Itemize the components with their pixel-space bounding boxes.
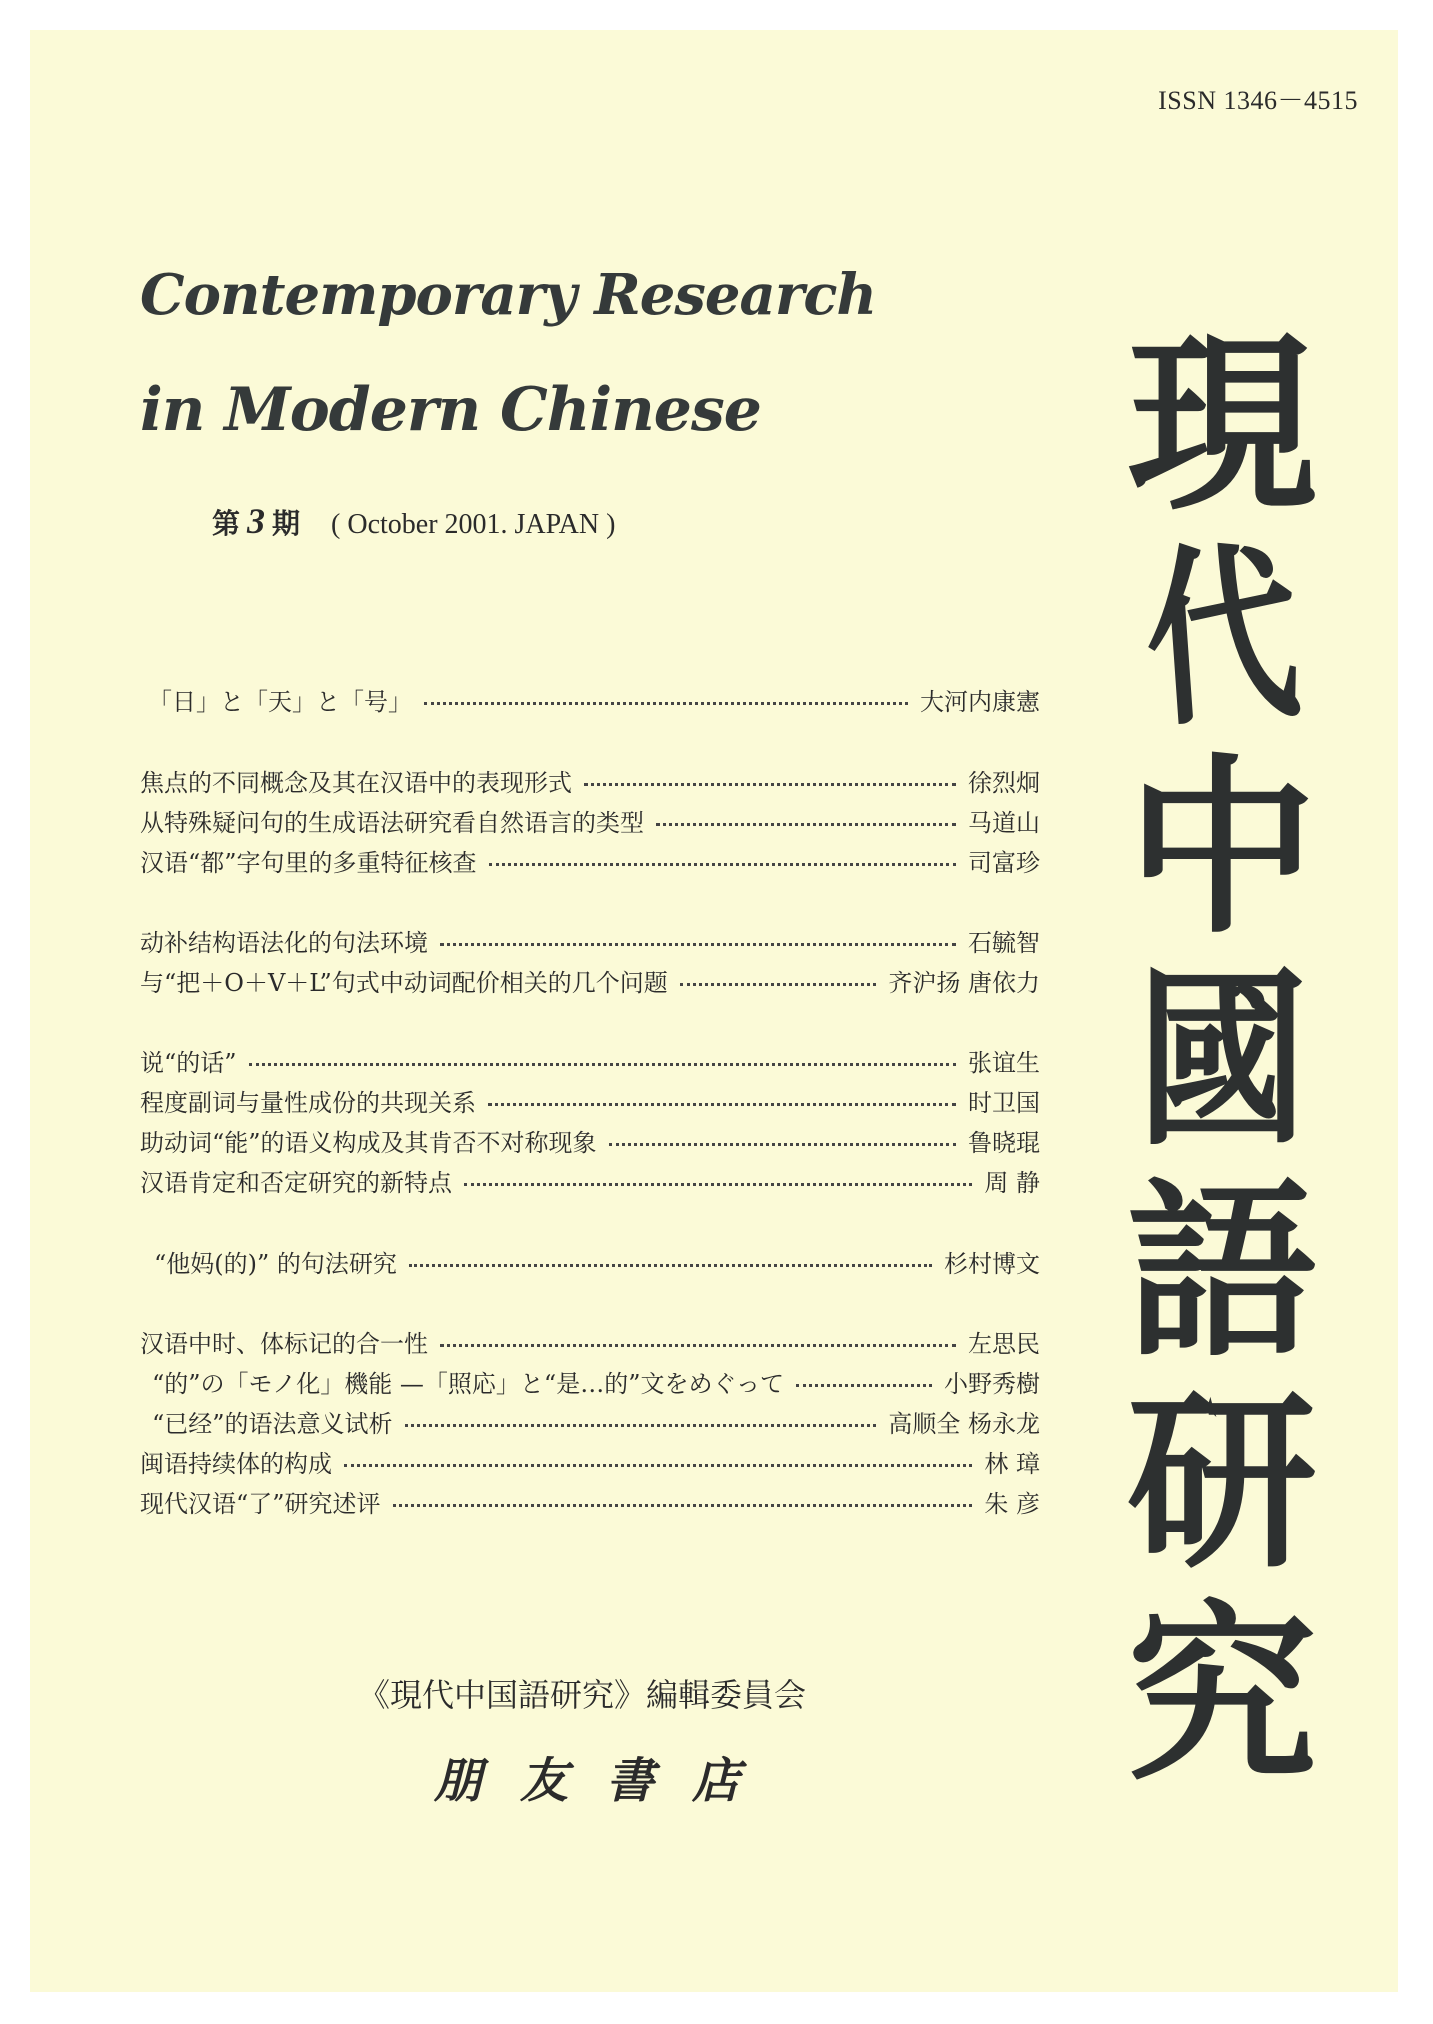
toc-leader (424, 702, 908, 705)
toc-leader (249, 1063, 956, 1066)
toc-row (140, 762, 1040, 798)
issue-prefix: 第 (212, 509, 241, 540)
toc-author: 周 静 (984, 1168, 1040, 1197)
english-title-line-1: Contemporary Research (140, 262, 877, 328)
toc-author: 马道山 (968, 808, 1040, 837)
toc-leader (393, 1504, 973, 1507)
toc-author: 大河内康憲 (920, 687, 1040, 716)
toc-title: 「日」と「天」と「号」 (148, 687, 412, 716)
publisher-name: 朋友書店 (434, 1753, 779, 1809)
toc-author: 司富珍 (968, 848, 1040, 877)
toc-row (140, 1243, 1040, 1279)
english-title-line-2: in Modern Chinese (140, 375, 761, 445)
toc-leader (796, 1384, 932, 1387)
toc-title: “的”の「モノ化」機能 —「照応」と“是…的”文をめぐって (152, 1369, 784, 1398)
toc-row (140, 1122, 1040, 1158)
toc-title: “他妈(的)” 的句法研究 (154, 1249, 397, 1278)
toc-leader (464, 1183, 972, 1186)
calligraphy-char: 代 (1138, 519, 1306, 753)
editorial-committee: 《現代中国語研究》編輯委員会 (358, 1676, 807, 1714)
toc-row (140, 1042, 1040, 1078)
toc-row (140, 1363, 1040, 1399)
toc-leader (344, 1464, 972, 1467)
calligraphy-char: 語 (1126, 1159, 1317, 1383)
toc-author: 高顺全 杨永龙 (888, 1409, 1040, 1438)
toc-row (140, 1483, 1040, 1519)
calligraphy-title (1072, 313, 1372, 1806)
toc-author: 左思民 (968, 1329, 1040, 1358)
issue-suffix: 期 (272, 509, 301, 540)
issue-line (212, 500, 615, 542)
toc-leader (656, 823, 956, 826)
toc-title: 焦点的不同概念及其在汉语中的表现形式 (140, 768, 572, 797)
toc-row (140, 842, 1040, 878)
toc-leader (584, 783, 956, 786)
toc-leader (440, 943, 956, 946)
toc-title: 汉语“都”字句里的多重特征核查 (140, 848, 477, 877)
toc-row (140, 1443, 1040, 1479)
toc-title: 与“把＋O＋V＋L”句式中动词配价相关的几个问题 (140, 968, 668, 997)
toc-leader (609, 1143, 956, 1146)
toc-row (140, 1082, 1040, 1118)
issn-number: ISSN 1346－4515 (1158, 86, 1358, 115)
toc-row (140, 1162, 1040, 1198)
toc-row (140, 962, 1040, 998)
toc-row (140, 1323, 1040, 1359)
toc-author: 林 璋 (984, 1449, 1040, 1478)
toc-author: 小野秀樹 (944, 1369, 1040, 1398)
toc-title: 说“的话” (140, 1048, 237, 1077)
toc-author: 杉村博文 (944, 1249, 1040, 1278)
calligraphy-char: 中 (1126, 736, 1317, 960)
journal-cover (30, 30, 1398, 1992)
toc-author: 朱 彦 (984, 1489, 1040, 1518)
calligraphy-char: 究 (1126, 1582, 1317, 1806)
toc-title: 闽语持续体的构成 (140, 1449, 332, 1478)
calligraphy-char: 現 (1126, 313, 1317, 536)
toc-author: 齐沪扬 唐依力 (888, 968, 1040, 997)
toc-title: 汉语中时、体标记的合一性 (140, 1329, 428, 1358)
toc-title: 汉语肯定和否定研究的新特点 (140, 1168, 452, 1197)
toc-title: 现代汉语“了”研究述评 (140, 1489, 381, 1518)
issue-number: 3 (247, 501, 266, 541)
issue-date: ( October 2001. JAPAN ) (331, 509, 616, 540)
toc-row (140, 922, 1040, 958)
calligraphy-char: 研 (1126, 1371, 1317, 1595)
toc-leader (440, 1344, 956, 1347)
toc-leader (409, 1264, 932, 1267)
toc-title: “已经”的语法意义试析 (152, 1409, 393, 1438)
toc-leader (680, 983, 877, 986)
toc-row (140, 802, 1040, 838)
toc-title: 动补结构语法化的句法环境 (140, 928, 428, 957)
toc-title: 程度副词与量性成份的共现关系 (140, 1088, 476, 1117)
toc-leader (489, 863, 956, 866)
toc-author: 张谊生 (968, 1048, 1040, 1077)
toc-author: 徐烈炯 (968, 768, 1040, 797)
toc-row (140, 1403, 1040, 1439)
toc-leader (405, 1424, 877, 1427)
calligraphy-char: 國 (1136, 947, 1308, 1171)
toc-title: 助动词“能”的语义构成及其肯否不对称现象 (140, 1128, 597, 1157)
toc-author: 时卫国 (968, 1088, 1040, 1117)
toc-leader (488, 1103, 956, 1106)
toc-title: 从特殊疑问句的生成语法研究看自然语言的类型 (140, 808, 644, 837)
toc-author: 鲁晓琨 (968, 1128, 1040, 1157)
toc-row (140, 681, 1040, 717)
toc-author: 石毓智 (968, 928, 1040, 957)
